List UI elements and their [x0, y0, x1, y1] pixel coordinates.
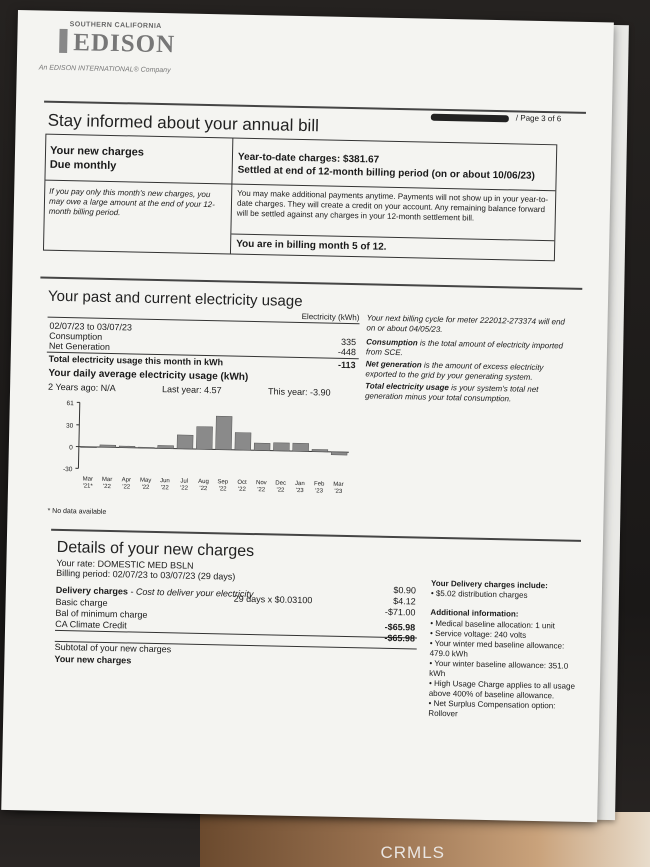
chart-bar	[81, 447, 97, 448]
chart-bar	[312, 449, 328, 452]
charges-rule	[55, 630, 417, 639]
basic-charge-label: Basic charge	[55, 596, 108, 609]
ytd-charges: Year-to-date charges: $381.67	[237, 151, 380, 166]
chart-bar	[158, 445, 174, 448]
subtotal-value: -$65.98	[384, 632, 416, 644]
x-tick-label: Jul	[180, 478, 189, 485]
settlement-date: Settled at end of 12-month billing period (on or about 10/06/23)	[237, 164, 535, 182]
no-data-note: * No data available	[47, 507, 107, 516]
info-item: • Your winter med baseline allowance: 479.0 kWh	[429, 638, 565, 659]
consumption-definition: Consumption is the total amount of electricity imported from SCE.	[365, 337, 564, 358]
delivery-subtotal: -$65.98	[384, 621, 416, 633]
chart-bar	[196, 427, 212, 450]
billing-period: Billing period: 02/07/23 to 03/07/23 (29 days)	[56, 567, 236, 582]
basic-charge-amount: $0.90	[393, 584, 417, 596]
chart-bar	[216, 416, 233, 450]
logo-company-sub: An EDISON INTERNATIONAL® Company	[38, 64, 171, 75]
info-item: • Your winter baseline allowance: 351.0 kWh	[429, 658, 569, 679]
total-usage-definition: Total electricity usage is your system's total net generation minus your total consumption.	[364, 381, 539, 404]
climate-credit-amount: -$71.00	[384, 606, 416, 618]
info-item: • Medical baseline allocation: 1 unit	[430, 618, 555, 631]
delivery-charges-heading: Delivery charges - Cost to deliver your electricity	[55, 584, 254, 600]
x-tick-label: Mar	[333, 481, 344, 488]
x-tick-label: Nov	[255, 480, 267, 487]
chart-bar	[254, 443, 270, 451]
section-rule	[40, 277, 582, 290]
bill-page	[1, 10, 614, 822]
x-tick-label: '23	[295, 487, 304, 495]
delivery-include-title: Your Delivery charges include:	[430, 578, 548, 591]
x-tick-label: '22	[199, 485, 208, 493]
total-usage-value: -113	[338, 359, 356, 371]
y-tick-label: -30	[62, 466, 73, 474]
x-tick-label: '22	[102, 483, 111, 491]
x-tick-label: '22	[237, 486, 246, 493]
x-tick-label: '22	[218, 486, 227, 493]
two-years-ago: 2 Years ago: N/A	[48, 381, 116, 394]
subtotal-label: Subtotal of your new charges	[54, 641, 172, 655]
x-tick-label: '22	[180, 485, 189, 492]
chart-bar	[100, 445, 116, 448]
y-tick-label: 30	[65, 422, 74, 430]
chart-bar	[273, 443, 289, 451]
usage-period: 02/07/23 to 03/07/23	[49, 320, 133, 333]
x-tick-label: Aug	[198, 478, 209, 486]
delivery-include-item: • $5.02 distribution charges	[430, 588, 528, 600]
consumption-value: 335	[340, 336, 357, 348]
this-year: This year: -3.90	[267, 386, 331, 398]
logo-company-name: EDISON	[73, 29, 176, 59]
annual-bill-box	[43, 134, 557, 262]
logo-company-top: SOUTHERN CALIFORNIA	[69, 21, 162, 31]
box-divider	[230, 139, 233, 254]
new-charges-label: Your new charges	[49, 144, 145, 159]
your-new-charges-label: Your new charges	[54, 653, 132, 666]
net-generation-label: Net Generation	[48, 340, 111, 352]
net-generation-value: -448	[337, 346, 357, 358]
pay-only-note: If you pay only this month's new charges, you may owe a large amount at the end of your 12-month billing period.	[48, 186, 215, 218]
chart-bar	[119, 446, 135, 448]
x-tick-label: '23	[334, 488, 343, 495]
charges-title: Details of your new charges	[56, 538, 255, 561]
x-tick-label: '22	[122, 484, 131, 491]
x-tick-label: Apr	[121, 477, 132, 484]
usage-title: Your past and current electricity usage	[47, 287, 303, 311]
due-monthly-label: Due monthly	[49, 158, 117, 173]
daily-usage-title: Your daily average electricity usage (kWh)	[48, 367, 249, 383]
x-tick-label: '22	[141, 484, 150, 491]
daily-usage-chart	[48, 396, 370, 513]
last-year: Last year: 4.57	[161, 384, 222, 396]
billing-month: You are in billing month 5 of 12.	[236, 238, 387, 253]
next-cycle-note: Your next billing cycle for meter 222012-273374 will end on or about 04/05/23.	[366, 313, 566, 334]
page-number: / Page 3 of 6	[515, 113, 562, 124]
min-charge-label: Bal of minimum charge	[55, 607, 148, 620]
additional-payments-note: You may make additional payments anytime. Payments will not show up in your year-to-date charges. They will create a credit on your account. Any remaining balance forward will be settled against any charges in your 12-month settlement bill.	[236, 188, 549, 223]
additional-info-list	[428, 619, 578, 722]
y-tick-label: 0	[69, 444, 73, 452]
info-item: • High Usage Charge applies to all usage above 400% of baseline allowance.	[428, 678, 576, 701]
x-tick-label: Mar	[82, 476, 94, 483]
chart-bar	[293, 443, 309, 451]
x-tick-label: '22	[276, 487, 285, 494]
rate: Your rate: DOMESTIC MED BSLN	[56, 557, 194, 571]
x-tick-label: '22	[160, 485, 169, 492]
x-tick-label: '23	[315, 488, 324, 495]
y-tick-label: 61	[66, 400, 74, 408]
chart-bar	[138, 447, 154, 448]
climate-credit-label: CA Climate Credit	[55, 618, 127, 631]
consumption-label: Consumption	[49, 330, 103, 342]
annual-bill-title: Stay informed about your annual bill	[47, 110, 320, 136]
electricity-unit: Electricity (kWh)	[301, 312, 360, 323]
net-generation-definition: Net generation is the amount of excess electricity exported to the grid by your generating system.	[365, 359, 544, 382]
additional-info-title: Additional information:	[430, 607, 519, 619]
chart-bar	[235, 432, 251, 450]
x-tick-label: '22	[257, 487, 266, 494]
watermark: CRMLS	[380, 843, 445, 862]
x-tick-label: Jan	[295, 480, 305, 488]
total-usage-label: Total electricity usage this month in kWh	[48, 353, 224, 368]
min-charge-amount: $4.12	[393, 595, 416, 607]
x-tick-label: Oct	[237, 479, 247, 486]
logo-mark	[59, 29, 68, 53]
x-tick-label: May	[139, 477, 152, 484]
x-tick-label: Mar	[101, 476, 113, 484]
y-axis	[78, 402, 79, 468]
x-tick-label: Dec	[275, 480, 287, 487]
x-tick-label: Feb	[313, 481, 325, 488]
info-item: • Net Surplus Compensation option: Rollover	[428, 698, 556, 719]
x-tick-label: '21*	[82, 483, 93, 490]
info-item: • Service voltage: 240 volts	[429, 628, 527, 640]
chart-bar	[177, 435, 193, 449]
redacted-account	[431, 114, 509, 123]
basic-charge-calc: 29 days x $0.03100	[233, 593, 313, 606]
chart-bar	[331, 452, 347, 455]
x-tick-label: Jun	[160, 478, 170, 485]
x-tick-label: Sep	[217, 479, 229, 486]
